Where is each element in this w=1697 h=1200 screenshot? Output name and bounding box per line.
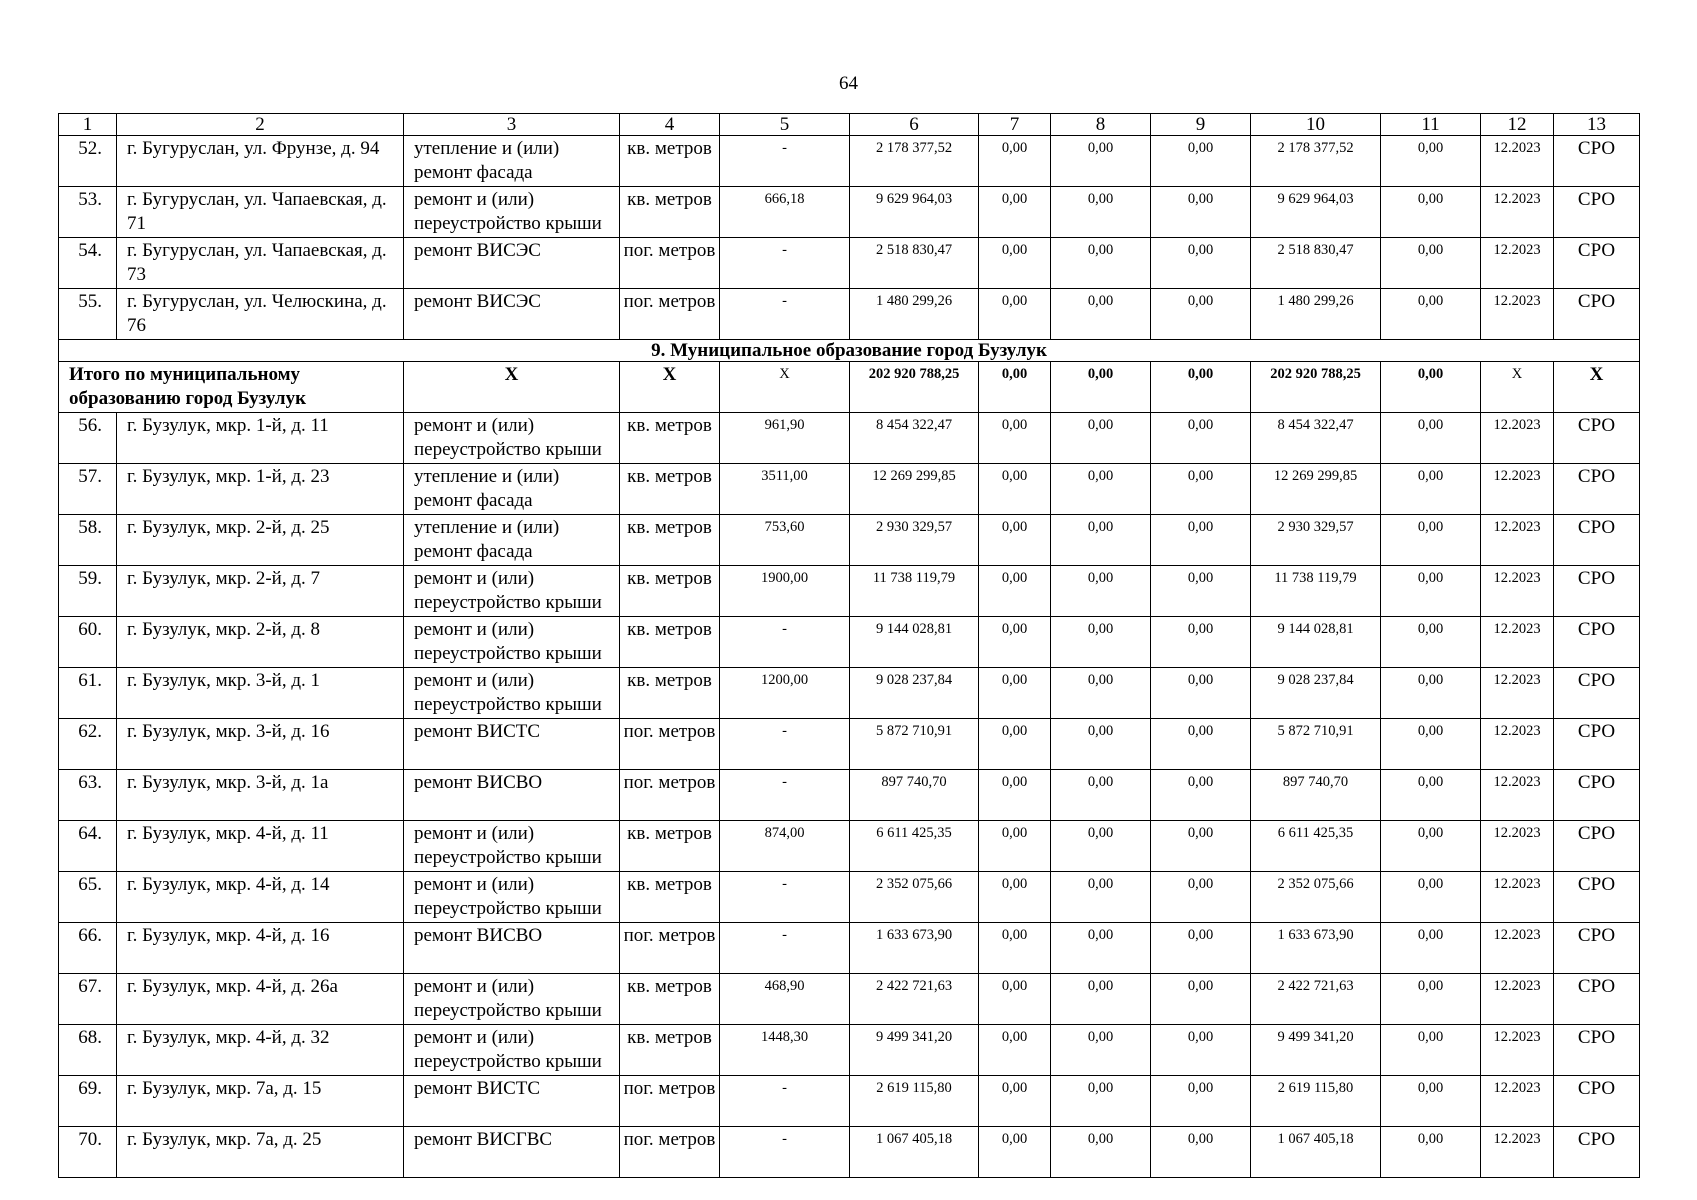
completion-date-cell: 12.2023 [1481,872,1554,923]
value-cell: 0,00 [1051,719,1151,770]
work-type-cell: ремонт и (или) переустройство крыши [404,566,620,617]
fund-cost-cell: 2 422 721,63 [1251,974,1381,1025]
quantity-cell: 468,90 [720,974,850,1025]
quantity-cell: 1200,00 [720,668,850,719]
value-cell: 0,00 [979,515,1051,566]
value-cell: 0,00 [1151,719,1251,770]
page-number: 64 [839,73,858,94]
fund-cost-cell: 8 454 322,47 [1251,413,1381,464]
total-cost-cell: 11 738 119,79 [850,566,979,617]
work-type-cell: ремонт и (или) переустройство крыши [404,974,620,1025]
table-row [59,187,1640,238]
method-cell: СРО [1554,136,1640,187]
fund-cost-cell: 11 738 119,79 [1251,566,1381,617]
completion-date-cell: 12.2023 [1481,413,1554,464]
address-cell: г. Бузулук, мкр. 3-й, д. 16 [117,719,404,770]
completion-date-cell: 12.2023 [1481,770,1554,821]
row-number-cell: 59. [59,566,117,617]
value-cell: 0,00 [1151,923,1251,974]
row-number-cell: 69. [59,1076,117,1127]
total-cell: 0,00 [1151,362,1251,413]
value-cell: 0,00 [1381,923,1481,974]
value-cell: 0,00 [1051,413,1151,464]
total-fund-cell: 202 920 788,25 [1251,362,1381,413]
column-number-cell: 3 [404,114,620,136]
value-cell: 0,00 [1381,770,1481,821]
completion-date-cell: 12.2023 [1481,464,1554,515]
address-cell: г. Бузулук, мкр. 3-й, д. 1 [117,668,404,719]
unit-cell: кв. метров [620,566,720,617]
total-cost-cell: 6 611 425,35 [850,821,979,872]
value-cell: 0,00 [979,413,1051,464]
value-cell: 0,00 [1151,413,1251,464]
address-cell: г. Бузулук, мкр. 2-й, д. 8 [117,617,404,668]
value-cell: 0,00 [1051,770,1151,821]
value-cell: 0,00 [1151,289,1251,340]
value-cell: 0,00 [1151,1127,1251,1178]
row-number-cell: 55. [59,289,117,340]
column-number-cell: 8 [1051,114,1151,136]
method-cell: СРО [1554,1127,1640,1178]
total-cost-cell: 2 930 329,57 [850,515,979,566]
work-type-cell: ремонт ВИСТС [404,719,620,770]
quantity-cell: 961,90 [720,413,850,464]
table-row [59,668,1640,719]
value-cell: 0,00 [1151,238,1251,289]
total-cell: 0,00 [1381,362,1481,413]
value-cell: 0,00 [1151,515,1251,566]
value-cell: 0,00 [979,872,1051,923]
row-number-cell: 65. [59,872,117,923]
fund-cost-cell: 2 352 075,66 [1251,872,1381,923]
value-cell: 0,00 [1151,464,1251,515]
value-cell: 0,00 [1051,464,1151,515]
work-type-cell: ремонт и (или) переустройство крыши [404,668,620,719]
unit-cell: пог. метров [620,719,720,770]
method-cell: СРО [1554,187,1640,238]
table-row [59,289,1640,340]
work-type-cell: ремонт и (или) переустройство крыши [404,821,620,872]
work-type-cell: ремонт и (или) переустройство крыши [404,413,620,464]
quantity-cell: - [720,719,850,770]
method-cell: СРО [1554,566,1640,617]
total-cost-cell: 9 499 341,20 [850,1025,979,1076]
completion-date-cell: 12.2023 [1481,1076,1554,1127]
quantity-cell: 666,18 [720,187,850,238]
total-cost-cell: 1 480 299,26 [850,289,979,340]
address-cell: г. Бузулук, мкр. 7а, д. 15 [117,1076,404,1127]
table-row [59,566,1640,617]
value-cell: 0,00 [1151,136,1251,187]
value-cell: 0,00 [1381,1025,1481,1076]
column-number-cell: 11 [1381,114,1481,136]
unit-cell: пог. метров [620,238,720,289]
value-cell: 0,00 [1151,872,1251,923]
method-cell: СРО [1554,289,1640,340]
total-cost-cell: 9 629 964,03 [850,187,979,238]
address-cell: г. Бузулук, мкр. 7а, д. 25 [117,1127,404,1178]
address-cell: г. Бузулук, мкр. 2-й, д. 7 [117,566,404,617]
table-row [59,515,1640,566]
table-row [59,238,1640,289]
address-cell: г. Бузулук, мкр. 2-й, д. 25 [117,515,404,566]
column-number-row [59,114,1640,136]
unit-cell: кв. метров [620,187,720,238]
fund-cost-cell: 2 930 329,57 [1251,515,1381,566]
fund-cost-cell: 12 269 299,85 [1251,464,1381,515]
quantity-cell: - [720,136,850,187]
address-cell: г. Бузулук, мкр. 4-й, д. 26а [117,974,404,1025]
completion-date-cell: 12.2023 [1481,668,1554,719]
table-row [59,821,1640,872]
unit-cell: пог. метров [620,770,720,821]
method-cell: СРО [1554,821,1640,872]
method-cell: СРО [1554,1025,1640,1076]
work-type-cell: ремонт ВИСВО [404,923,620,974]
row-number-cell: 68. [59,1025,117,1076]
table-row [59,617,1640,668]
table-row [59,719,1640,770]
row-number-cell: 67. [59,974,117,1025]
value-cell: 0,00 [979,821,1051,872]
value-cell: 0,00 [1051,515,1151,566]
row-number-cell: 70. [59,1127,117,1178]
unit-cell: кв. метров [620,413,720,464]
unit-cell: кв. метров [620,136,720,187]
unit-cell: пог. метров [620,1076,720,1127]
total-cost-cell: 5 872 710,91 [850,719,979,770]
quantity-cell: - [720,238,850,289]
completion-date-cell: 12.2023 [1481,187,1554,238]
value-cell: 0,00 [1051,1076,1151,1127]
method-cell: СРО [1554,770,1640,821]
value-cell: 0,00 [1051,289,1151,340]
total-cost-cell: 1 067 405,18 [850,1127,979,1178]
completion-date-cell: 12.2023 [1481,238,1554,289]
quantity-cell: 1448,30 [720,1025,850,1076]
total-cell: Х [620,362,720,413]
column-number-cell: 2 [117,114,404,136]
total-cost-cell: 2 178 377,52 [850,136,979,187]
column-number-cell: 4 [620,114,720,136]
works-table [58,113,1640,1178]
completion-date-cell: 12.2023 [1481,1127,1554,1178]
unit-cell: пог. метров [620,289,720,340]
value-cell: 0,00 [1381,289,1481,340]
work-type-cell: ремонт ВИСГВС [404,1127,620,1178]
row-number-cell: 58. [59,515,117,566]
total-cell: Х [720,362,850,413]
quantity-cell: - [720,617,850,668]
quantity-cell: - [720,289,850,340]
table-row [59,464,1640,515]
section-header-row [59,340,1640,362]
address-cell: г. Бузулук, мкр. 3-й, д. 1а [117,770,404,821]
value-cell: 0,00 [1151,1076,1251,1127]
row-number-cell: 54. [59,238,117,289]
total-cost-cell: 1 633 673,90 [850,923,979,974]
total-cost-cell: 897 740,70 [850,770,979,821]
fund-cost-cell: 1 067 405,18 [1251,1127,1381,1178]
unit-cell: кв. метров [620,617,720,668]
completion-date-cell: 12.2023 [1481,289,1554,340]
address-cell: г. Бузулук, мкр. 1-й, д. 11 [117,413,404,464]
column-number-cell: 10 [1251,114,1381,136]
completion-date-cell: 12.2023 [1481,923,1554,974]
row-number-cell: 61. [59,668,117,719]
value-cell: 0,00 [1381,719,1481,770]
table-row [59,136,1640,187]
method-cell: СРО [1554,668,1640,719]
column-number-cell: 1 [59,114,117,136]
fund-cost-cell: 2 619 115,80 [1251,1076,1381,1127]
value-cell: 0,00 [1051,617,1151,668]
row-number-cell: 63. [59,770,117,821]
value-cell: 0,00 [979,923,1051,974]
value-cell: 0,00 [1051,821,1151,872]
value-cell: 0,00 [1051,238,1151,289]
method-cell: СРО [1554,719,1640,770]
completion-date-cell: 12.2023 [1481,515,1554,566]
fund-cost-cell: 9 028 237,84 [1251,668,1381,719]
total-cost-cell: 12 269 299,85 [850,464,979,515]
completion-date-cell: 12.2023 [1481,566,1554,617]
work-type-cell: ремонт и (или) переустройство крыши [404,617,620,668]
unit-cell: кв. метров [620,974,720,1025]
column-number-cell: 7 [979,114,1051,136]
unit-cell: пог. метров [620,923,720,974]
total-cell: 0,00 [1051,362,1151,413]
column-number-cell: 13 [1554,114,1640,136]
table-row [59,1076,1640,1127]
row-number-cell: 53. [59,187,117,238]
value-cell: 0,00 [1381,821,1481,872]
value-cell: 0,00 [1381,974,1481,1025]
row-number-cell: 60. [59,617,117,668]
row-number-cell: 57. [59,464,117,515]
value-cell: 0,00 [1381,668,1481,719]
row-number-cell: 52. [59,136,117,187]
completion-date-cell: 12.2023 [1481,1025,1554,1076]
value-cell: 0,00 [1051,136,1151,187]
value-cell: 0,00 [1051,1025,1151,1076]
total-cost-cell: 9 144 028,81 [850,617,979,668]
unit-cell: пог. метров [620,1127,720,1178]
total-cost-cell: 2 619 115,80 [850,1076,979,1127]
unit-cell: кв. метров [620,821,720,872]
work-type-cell: ремонт и (или) переустройство крыши [404,1025,620,1076]
value-cell: 0,00 [1381,1127,1481,1178]
value-cell: 0,00 [1381,515,1481,566]
table-row [59,770,1640,821]
fund-cost-cell: 2 518 830,47 [1251,238,1381,289]
address-cell: г. Бугуруслан, ул. Фрунзе, д. 94 [117,136,404,187]
fund-cost-cell: 9 629 964,03 [1251,187,1381,238]
total-cost-cell: 2 422 721,63 [850,974,979,1025]
fund-cost-cell: 1 480 299,26 [1251,289,1381,340]
unit-cell: кв. метров [620,872,720,923]
completion-date-cell: 12.2023 [1481,821,1554,872]
value-cell: 0,00 [1381,413,1481,464]
quantity-cell: - [720,923,850,974]
value-cell: 0,00 [1051,974,1151,1025]
work-type-cell: ремонт и (или) переустройство крыши [404,187,620,238]
method-cell: СРО [1554,464,1640,515]
method-cell: СРО [1554,238,1640,289]
value-cell: 0,00 [1051,923,1151,974]
completion-date-cell: 12.2023 [1481,974,1554,1025]
quantity-cell: - [720,1127,850,1178]
value-cell: 0,00 [979,770,1051,821]
value-cell: 0,00 [1051,187,1151,238]
quantity-cell: - [720,1076,850,1127]
fund-cost-cell: 2 178 377,52 [1251,136,1381,187]
unit-cell: кв. метров [620,464,720,515]
address-cell: г. Бузулук, мкр. 1-й, д. 23 [117,464,404,515]
unit-cell: кв. метров [620,1025,720,1076]
value-cell: 0,00 [979,187,1051,238]
value-cell: 0,00 [979,668,1051,719]
total-row [59,362,1640,413]
work-type-cell: ремонт ВИСВО [404,770,620,821]
completion-date-cell: 12.2023 [1481,136,1554,187]
value-cell: 0,00 [1151,1025,1251,1076]
fund-cost-cell: 9 144 028,81 [1251,617,1381,668]
unit-cell: кв. метров [620,515,720,566]
section-title: 9. Муниципальное образование город Бузулук [59,340,1640,362]
value-cell: 0,00 [979,1127,1051,1178]
address-cell: г. Бугуруслан, ул. Челюскина, д. 76 [117,289,404,340]
address-cell: г. Бузулук, мкр. 4-й, д. 32 [117,1025,404,1076]
quantity-cell: 1900,00 [720,566,850,617]
row-number-cell: 66. [59,923,117,974]
address-cell: г. Бузулук, мкр. 4-й, д. 14 [117,872,404,923]
quantity-cell: - [720,872,850,923]
method-cell: СРО [1554,974,1640,1025]
value-cell: 0,00 [1381,872,1481,923]
work-type-cell: ремонт ВИСЭС [404,289,620,340]
value-cell: 0,00 [1151,617,1251,668]
method-cell: СРО [1554,413,1640,464]
total-cell: 0,00 [979,362,1051,413]
total-cost-cell: 8 454 322,47 [850,413,979,464]
row-number-cell: 56. [59,413,117,464]
total-cell: Х [404,362,620,413]
method-cell: СРО [1554,1076,1640,1127]
value-cell: 0,00 [1151,821,1251,872]
total-cost-cell: 9 028 237,84 [850,668,979,719]
value-cell: 0,00 [1381,1076,1481,1127]
completion-date-cell: 12.2023 [1481,719,1554,770]
total-cost-cell: 2 352 075,66 [850,872,979,923]
address-cell: г. Бузулук, мкр. 4-й, д. 11 [117,821,404,872]
value-cell: 0,00 [1151,668,1251,719]
table-row [59,923,1640,974]
work-type-cell: ремонт ВИСЭС [404,238,620,289]
table-row [59,413,1640,464]
table-row [59,1127,1640,1178]
total-cell: Х [1554,362,1640,413]
unit-cell: кв. метров [620,668,720,719]
value-cell: 0,00 [979,1076,1051,1127]
value-cell: 0,00 [979,289,1051,340]
work-type-cell: утепление и (или) ремонт фасада [404,515,620,566]
value-cell: 0,00 [1051,1127,1151,1178]
value-cell: 0,00 [1381,238,1481,289]
method-cell: СРО [1554,923,1640,974]
value-cell: 0,00 [979,1025,1051,1076]
table-row [59,872,1640,923]
work-type-cell: утепление и (или) ремонт фасада [404,136,620,187]
value-cell: 0,00 [979,136,1051,187]
address-cell: г. Бугуруслан, ул. Чапаевская, д. 73 [117,238,404,289]
method-cell: СРО [1554,515,1640,566]
quantity-cell: 753,60 [720,515,850,566]
table-row [59,974,1640,1025]
fund-cost-cell: 6 611 425,35 [1251,821,1381,872]
value-cell: 0,00 [1381,617,1481,668]
work-type-cell: утепление и (или) ремонт фасада [404,464,620,515]
quantity-cell: 3511,00 [720,464,850,515]
value-cell: 0,00 [1381,187,1481,238]
quantity-cell: 874,00 [720,821,850,872]
value-cell: 0,00 [979,566,1051,617]
value-cell: 0,00 [1151,974,1251,1025]
value-cell: 0,00 [1051,872,1151,923]
value-cell: 0,00 [1151,187,1251,238]
value-cell: 0,00 [1051,668,1151,719]
total-cost-cell: 2 518 830,47 [850,238,979,289]
value-cell: 0,00 [979,974,1051,1025]
value-cell: 0,00 [979,719,1051,770]
value-cell: 0,00 [1381,464,1481,515]
value-cell: 0,00 [979,464,1051,515]
method-cell: СРО [1554,617,1640,668]
work-type-cell: ремонт и (или) переустройство крыши [404,872,620,923]
work-type-cell: ремонт ВИСТС [404,1076,620,1127]
fund-cost-cell: 9 499 341,20 [1251,1025,1381,1076]
total-label: Итого по муниципальному образованию город Бузулук [59,362,404,413]
address-cell: г. Бугуруслан, ул. Чапаевская, д. 71 [117,187,404,238]
value-cell: 0,00 [979,238,1051,289]
value-cell: 0,00 [1381,566,1481,617]
value-cell: 0,00 [1381,136,1481,187]
value-cell: 0,00 [1151,770,1251,821]
address-cell: г. Бузулук, мкр. 4-й, д. 16 [117,923,404,974]
value-cell: 0,00 [1151,566,1251,617]
method-cell: СРО [1554,872,1640,923]
column-number-cell: 5 [720,114,850,136]
value-cell: 0,00 [979,617,1051,668]
total-cost-cell: 202 920 788,25 [850,362,979,413]
completion-date-cell: 12.2023 [1481,617,1554,668]
row-number-cell: 64. [59,821,117,872]
column-number-cell: 12 [1481,114,1554,136]
value-cell: 0,00 [1051,566,1151,617]
table-row [59,1025,1640,1076]
fund-cost-cell: 1 633 673,90 [1251,923,1381,974]
row-number-cell: 62. [59,719,117,770]
total-cell: Х [1481,362,1554,413]
quantity-cell: - [720,770,850,821]
fund-cost-cell: 897 740,70 [1251,770,1381,821]
fund-cost-cell: 5 872 710,91 [1251,719,1381,770]
column-number-cell: 6 [850,114,979,136]
column-number-cell: 9 [1151,114,1251,136]
